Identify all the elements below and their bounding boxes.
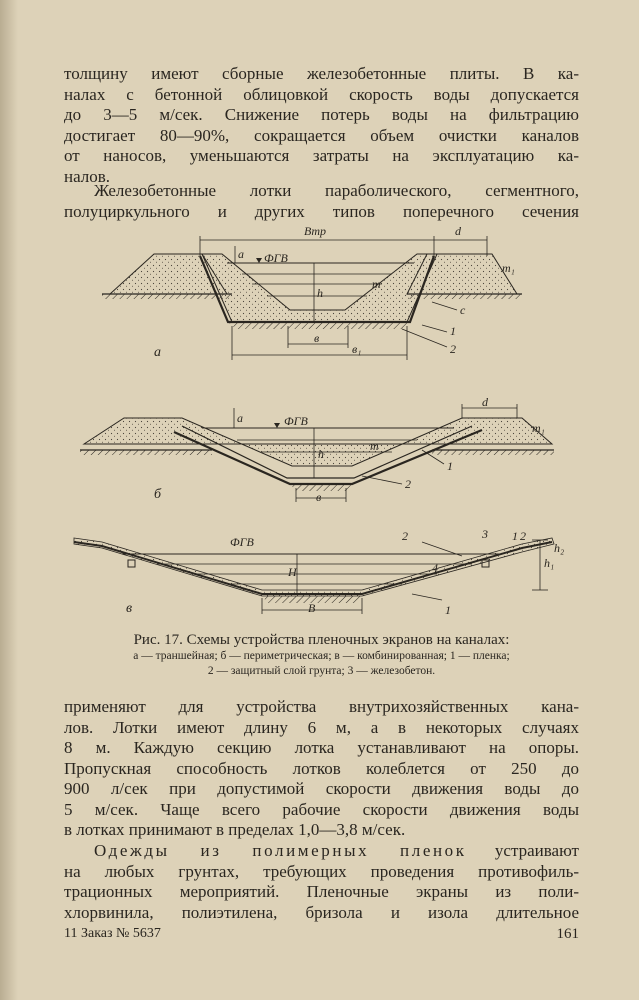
text-line: полуциркульного и других типов поперечного сечения — [64, 201, 579, 221]
label-slope-outer: m₁ — [532, 421, 545, 435]
label-depth: h — [317, 286, 323, 300]
label-water-level: ФГВ — [264, 251, 288, 265]
label-slope: m — [372, 277, 381, 291]
label-top-width: Bтр — [304, 224, 326, 238]
text-line: достигает 80—90%, сокращается объем очистки каналов — [64, 125, 579, 145]
label-h2: h₂ — [554, 541, 565, 555]
label-h1: h₁ — [544, 556, 555, 570]
label-num-2: 2 — [402, 529, 408, 543]
caption-legend-line: а — траншейная; б — периметрическая; в — комбинированная; 1 — пленка; — [133, 650, 510, 662]
label-num-1: 1 — [445, 603, 451, 617]
text-line: в лотках принимают в пределах 1,0—3,8 м/сек. — [64, 820, 406, 839]
label-bottom: в — [316, 490, 322, 504]
label-num-2-right: 2 — [520, 529, 526, 543]
label-bottom-full: в₁ — [352, 342, 362, 356]
text-line: до 3—5 м/сек. Снижение потерь воды на фильтрацию — [64, 105, 579, 124]
text-line: толщину имеют сборные железобетонные плиты. В ка- — [64, 64, 579, 83]
label-num-2: 2 — [450, 342, 456, 356]
text-line: 900 л/сек при допустимой скорости движения воды до — [64, 779, 579, 798]
label-berm: d — [455, 224, 461, 238]
text-line: 8 м. Каждую секцию лотка устанавливают на опоры. — [64, 738, 579, 757]
label-slope-outer: m₁ — [502, 261, 515, 275]
label-bottom: в — [314, 331, 320, 345]
canal-screen-figure — [62, 222, 565, 622]
text-line: 5 м/сек. Чаще всего рабочие скорости движения воды — [64, 799, 579, 819]
label-bottom: B — [308, 601, 316, 615]
text-line: Железобетонные лотки параболического, сегментного, — [94, 181, 579, 200]
label-num-3: 3 — [482, 527, 488, 541]
paragraph-1 — [64, 64, 579, 187]
text-line — [64, 841, 579, 862]
label-num-4: 4 — [432, 561, 438, 575]
scheme-letter: в — [126, 601, 133, 616]
text-line: лов. Лотки имеют длину 6 м, а в некоторых случаях — [64, 717, 579, 737]
text-line: хлорвинила, полиэтилена, бризола и изола длительное — [64, 902, 579, 922]
label-freeboard: a — [237, 411, 243, 425]
text-line: Пропускная способность лотков колеблется от 250 до — [64, 758, 579, 778]
figure-caption — [64, 632, 579, 679]
label-depth: H — [288, 565, 297, 579]
caption-legend-line: 2 — защитный слой грунта; 3 — железобетон. — [207, 665, 436, 677]
label-berm: d — [482, 395, 488, 409]
page-edge — [0, 0, 18, 1000]
text-line: налах с бетонной облицовкой скорость воды допускается — [64, 84, 579, 104]
text-line: применяют для устройства внутрихозяйственных кана- — [64, 697, 579, 716]
paragraph-4 — [64, 841, 579, 923]
scheme-c — [74, 527, 564, 617]
text-line: трационных мероприятий. Пленочные экраны из поли- — [64, 882, 579, 901]
label-freeboard: a — [238, 247, 244, 261]
label-num-2: 2 — [405, 477, 411, 491]
label-num-1-right: 1 — [512, 529, 518, 543]
scheme-letter: а — [154, 345, 161, 360]
label-num-1: 1 — [450, 324, 456, 338]
spaced-phrase: Одежды из полимерных пленок — [94, 841, 467, 860]
label-depth: h — [318, 447, 324, 461]
text-line: от наносов, уменьшаются затраты на эксплуатацию ка- — [64, 146, 579, 165]
caption-title: Рис. 17. Схемы устройства пленочных экранов на каналах: — [133, 632, 510, 648]
paragraph-3 — [64, 697, 579, 841]
label-num-1: 1 — [447, 459, 453, 473]
label-slope: m — [370, 439, 379, 453]
label-water-level: ФГВ — [284, 414, 308, 428]
paragraph-2 — [64, 181, 579, 222]
text-fragment: устраивают — [466, 841, 579, 860]
scheme-b — [80, 395, 554, 504]
printer-signature: 11 Заказ № 5637 — [64, 926, 161, 941]
scheme-letter: б — [154, 487, 162, 502]
text-line: налов. — [64, 166, 111, 186]
scheme-a — [102, 224, 522, 360]
label-water-level: ФГВ — [230, 535, 254, 549]
page-number: 161 — [556, 926, 579, 942]
text-line: на любых грунтах, требующих проведения противофиль- — [64, 861, 579, 881]
label-edge: c — [460, 303, 466, 317]
